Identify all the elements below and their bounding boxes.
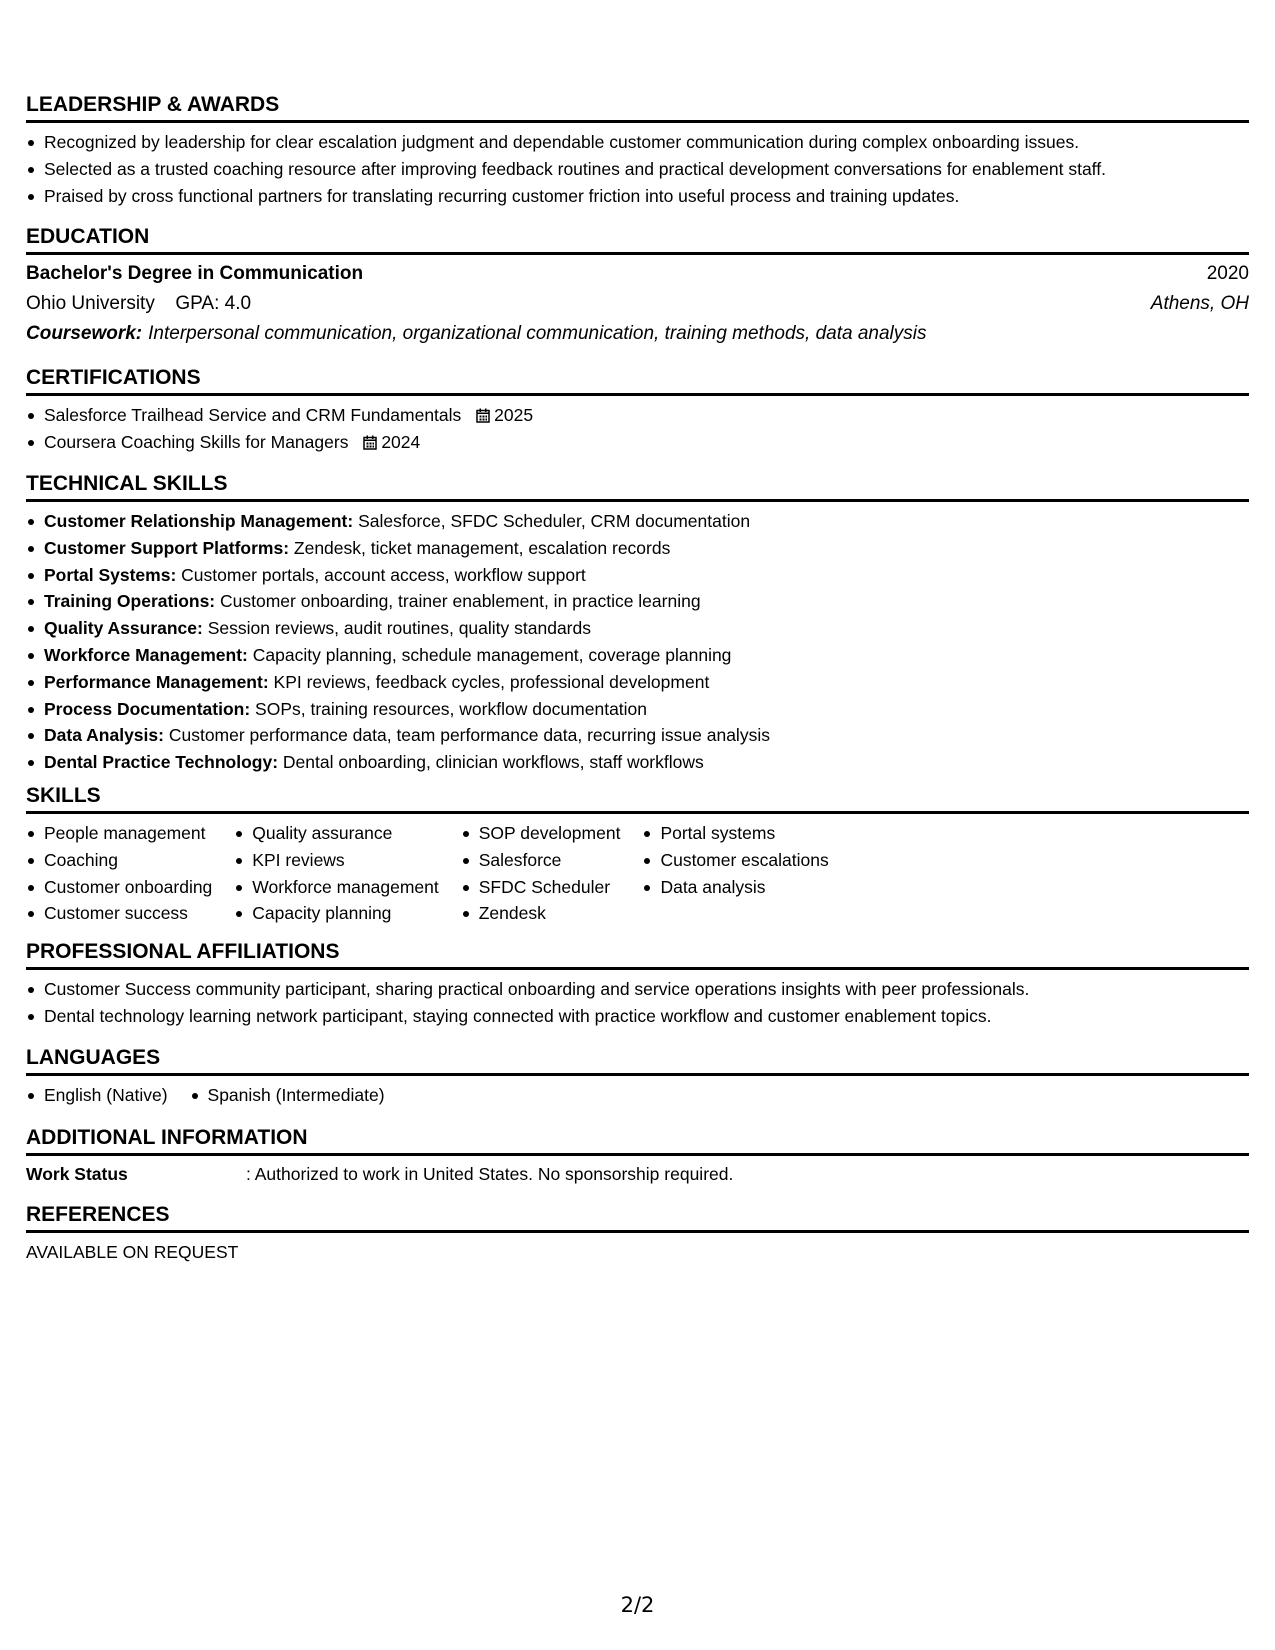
certifications-section xyxy=(26,366,1249,456)
skill-values: SOPs, training resources, workflow documentation xyxy=(255,698,648,719)
references-section xyxy=(26,1203,1249,1265)
skills-column xyxy=(461,820,621,927)
school-name: Ohio University xyxy=(26,293,155,314)
certification-name: Coursera Coaching Skills for Managers xyxy=(44,432,349,452)
skill-category: Process Documentation: xyxy=(44,698,251,719)
skill-category: Customer Support Platforms: xyxy=(44,537,290,558)
skill-values: Capacity planning, schedule management, coverage planning xyxy=(252,644,732,665)
coursework-label: Coursework: xyxy=(26,323,143,344)
list-item: Customer Success community participant, sharing practical onboarding and service operations insights with peer professionals. xyxy=(26,976,1249,1003)
certifications-list xyxy=(26,402,1249,456)
coursework-text: Interpersonal communication, organizational communication, training methods, data analysis xyxy=(148,323,927,344)
list-item: Dental technology learning network participant, staying connected with practice workflow and customer enablement topics. xyxy=(26,1003,1249,1030)
list-item: Customer success xyxy=(26,900,212,927)
page-number: 2/2 xyxy=(620,1593,655,1617)
list-item: Quality assurance xyxy=(234,820,438,847)
languages-list xyxy=(26,1082,1249,1109)
skill-values: Dental onboarding, clinician workflows, staff workflows xyxy=(282,752,704,773)
list-item xyxy=(26,402,1249,429)
certification-name: Salesforce Trailhead Service and CRM Fundamentals xyxy=(44,405,462,425)
section-title-leadership: LEADERSHIP & AWARDS xyxy=(26,93,1249,123)
list-item: People management xyxy=(26,820,212,847)
leadership-section xyxy=(26,93,1249,209)
skill-values: KPI reviews, feedback cycles, professional development xyxy=(273,671,710,692)
list-item: Praised by cross functional partners for translating recurring customer friction into useful process and training updates. xyxy=(26,183,1249,210)
list-item: Workforce management xyxy=(234,874,438,901)
section-title-references: REFERENCES xyxy=(26,1203,1249,1233)
skill-category: Dental Practice Technology: xyxy=(44,752,279,773)
list-item: Zendesk xyxy=(461,900,621,927)
skills-column xyxy=(234,820,438,927)
skill-category: Workforce Management: xyxy=(44,644,248,665)
certification-year: 2025 xyxy=(494,405,534,425)
info-row xyxy=(26,1161,1249,1187)
skills-grid xyxy=(26,820,1249,927)
skill-values: Customer onboarding, trainer enablement, in practice learning xyxy=(220,591,701,612)
skills-section xyxy=(26,784,1249,927)
list-item: Recognized by leadership for clear escalation judgment and dependable customer communication during complex onboarding issues. xyxy=(26,129,1249,156)
leadership-list xyxy=(26,129,1249,209)
skill-values: Session reviews, audit routines, quality standards xyxy=(207,618,591,639)
list-item: Coaching xyxy=(26,847,212,874)
skill-values: Salesforce, SFDC Scheduler, CRM documentation xyxy=(358,511,751,531)
skill-category: Customer Relationship Management: xyxy=(44,511,354,531)
skill-category: Performance Management: xyxy=(44,671,269,692)
graduation-year: 2020 xyxy=(1206,263,1249,284)
certification-year: 2024 xyxy=(381,432,421,452)
skill-category: Quality Assurance: xyxy=(44,618,203,639)
list-item: SOP development xyxy=(461,820,621,847)
technical-skills-list xyxy=(26,508,1249,776)
skill-values: Zendesk, ticket management, escalation records xyxy=(293,537,671,558)
section-title-certifications: CERTIFICATIONS xyxy=(26,366,1249,396)
list-item xyxy=(26,588,1249,615)
list-item: SFDC Scheduler xyxy=(461,874,621,901)
list-item xyxy=(26,615,1249,642)
list-item: Portal systems xyxy=(642,820,828,847)
list-item xyxy=(26,749,1249,776)
calendar-icon xyxy=(476,408,490,423)
languages-section xyxy=(26,1046,1249,1109)
list-item: Customer onboarding xyxy=(26,874,212,901)
skills-column xyxy=(26,820,212,927)
affiliations-section xyxy=(26,940,1249,1030)
list-item: Selected as a trusted coaching resource after improving feedback routines and practical development conversations for enablement staff. xyxy=(26,156,1249,183)
list-item xyxy=(26,696,1249,723)
list-item: Salesforce xyxy=(461,847,621,874)
section-title-additional-info: ADDITIONAL INFORMATION xyxy=(26,1126,1249,1156)
list-item: Spanish (Intermediate) xyxy=(190,1082,385,1109)
list-item xyxy=(26,562,1249,589)
section-title-technical-skills: TECHNICAL SKILLS xyxy=(26,472,1249,502)
skill-values: Customer performance data, team performance data, recurring issue analysis xyxy=(168,725,770,746)
list-item: Capacity planning xyxy=(234,900,438,927)
degree-name: Bachelor's Degree in Communication xyxy=(26,263,364,284)
list-item: Customer escalations xyxy=(642,847,828,874)
list-item: KPI reviews xyxy=(234,847,438,874)
technical-skills-section xyxy=(26,472,1249,776)
school-location: Athens, OH xyxy=(1150,293,1249,314)
section-title-affiliations: PROFESSIONAL AFFILIATIONS xyxy=(26,940,1249,970)
list-item xyxy=(26,722,1249,749)
list-item: Data analysis xyxy=(642,874,828,901)
list-item xyxy=(26,508,1249,535)
list-item xyxy=(26,642,1249,669)
list-item xyxy=(26,535,1249,562)
section-title-skills: SKILLS xyxy=(26,784,1249,814)
list-item xyxy=(26,429,1249,456)
section-title-languages: LANGUAGES xyxy=(26,1046,1249,1076)
section-title-education: EDUCATION xyxy=(26,225,1249,255)
list-item xyxy=(26,669,1249,696)
skill-category: Data Analysis: xyxy=(44,725,164,746)
work-status-value: : Authorized to work in United States. No sponsorship required. xyxy=(246,1164,734,1184)
gpa: GPA: 4.0 xyxy=(175,293,252,314)
skill-category: Training Operations: xyxy=(44,591,216,612)
references-text: AVAILABLE ON REQUEST xyxy=(26,1242,239,1262)
education-section xyxy=(26,225,1249,349)
calendar-icon xyxy=(363,435,377,450)
work-status-label: Work Status xyxy=(26,1164,128,1184)
skills-column xyxy=(642,820,828,927)
affiliations-list xyxy=(26,976,1249,1030)
skill-values: Customer portals, account access, workflow support xyxy=(181,564,586,585)
additional-info-section xyxy=(26,1126,1249,1187)
skill-category: Portal Systems: xyxy=(44,564,177,585)
list-item: English (Native) xyxy=(26,1082,168,1109)
